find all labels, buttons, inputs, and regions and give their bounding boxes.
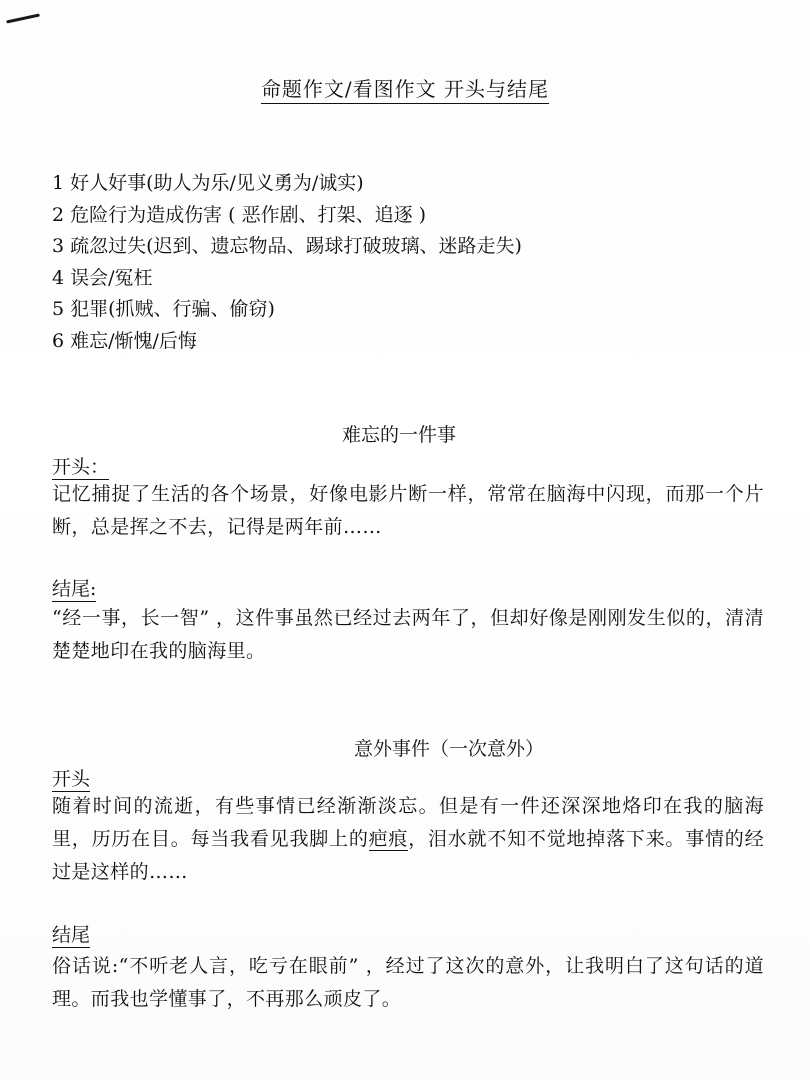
section1-opening-text: 记忆捕捉了生活的各个场景，好像电影片断一样，常常在脑海中闪现，而那一个片断，总是挥之不去，记得是两年前……: [52, 483, 764, 538]
document-title-text: 命题作文/看图作文 开头与结尾: [261, 77, 549, 104]
category-item: [52, 168, 522, 200]
section1-opening-label-text: 开头：: [52, 456, 110, 478]
category-number: 4: [52, 266, 65, 289]
category-item: [52, 263, 522, 295]
category-number: 2: [52, 203, 65, 226]
section2-underlined-word: 疤痕: [368, 828, 409, 850]
category-number: 6: [52, 329, 65, 352]
category-item: [52, 294, 522, 326]
category-text: 好人好事(助人为乐/见义勇为/诚实): [70, 172, 364, 194]
category-item: [52, 231, 522, 263]
category-number: 3: [52, 235, 65, 257]
section2-opening-text: [52, 790, 764, 889]
section1-title: 难忘的一件事: [342, 424, 457, 446]
category-text: 难忘/惭愧/后悔: [70, 329, 197, 352]
section1-ending-text: “经一事，长一智” ，这件事虽然已经过去两年了，但却好像是刚刚发生似的，清清楚楚地印在我的脑海里。: [52, 607, 764, 662]
section1-opening-label: [52, 452, 109, 479]
section2-ending-text: 俗话说:“不听老人言，吃亏在眼前” ，经过了这次的意外，让我明白了这句话的道理。而我也学懂事了，不再那么顽皮了。: [52, 955, 764, 1010]
section2-opening-text-part1: 随着时间的流逝，有些事情已经渐渐淡忘。但是有一件还深深地烙印在我的脑海里，历历在目。每当我看见我脚上的: [52, 795, 764, 850]
category-number: 1: [52, 172, 65, 194]
category-text: 危险行为造成伤害 ( 恶作剧、打架、追逐 ): [70, 203, 427, 226]
section1-ending-label: [52, 574, 96, 601]
section2-title: 意外事件（一次意外）: [354, 738, 545, 760]
pen-stroke-mark: [6, 13, 40, 23]
category-list: [52, 168, 522, 357]
section2-opening-label: [52, 764, 90, 791]
category-item: [52, 200, 522, 232]
section2-ending-label-text: 结尾: [52, 924, 91, 946]
section1-ending-label-text: 结尾:: [52, 578, 97, 600]
category-item: [52, 326, 522, 358]
category-text: 疏忽过失(迟到、遗忘物品、踢球打破玻璃、迷路走失): [70, 235, 522, 257]
category-text: 误会/冤枉: [70, 266, 153, 289]
section2-opening-label-text: 开头: [52, 768, 91, 790]
category-text: 犯罪(抓贼、行骗、偷窃): [70, 298, 275, 320]
section2-ending-label: [52, 920, 90, 947]
section2-opening-text-part2: ，泪水就不知不觉地掉落下来。事情的经过是这样的……: [52, 828, 764, 883]
document-title: [0, 73, 810, 102]
category-number: 5: [52, 298, 65, 320]
